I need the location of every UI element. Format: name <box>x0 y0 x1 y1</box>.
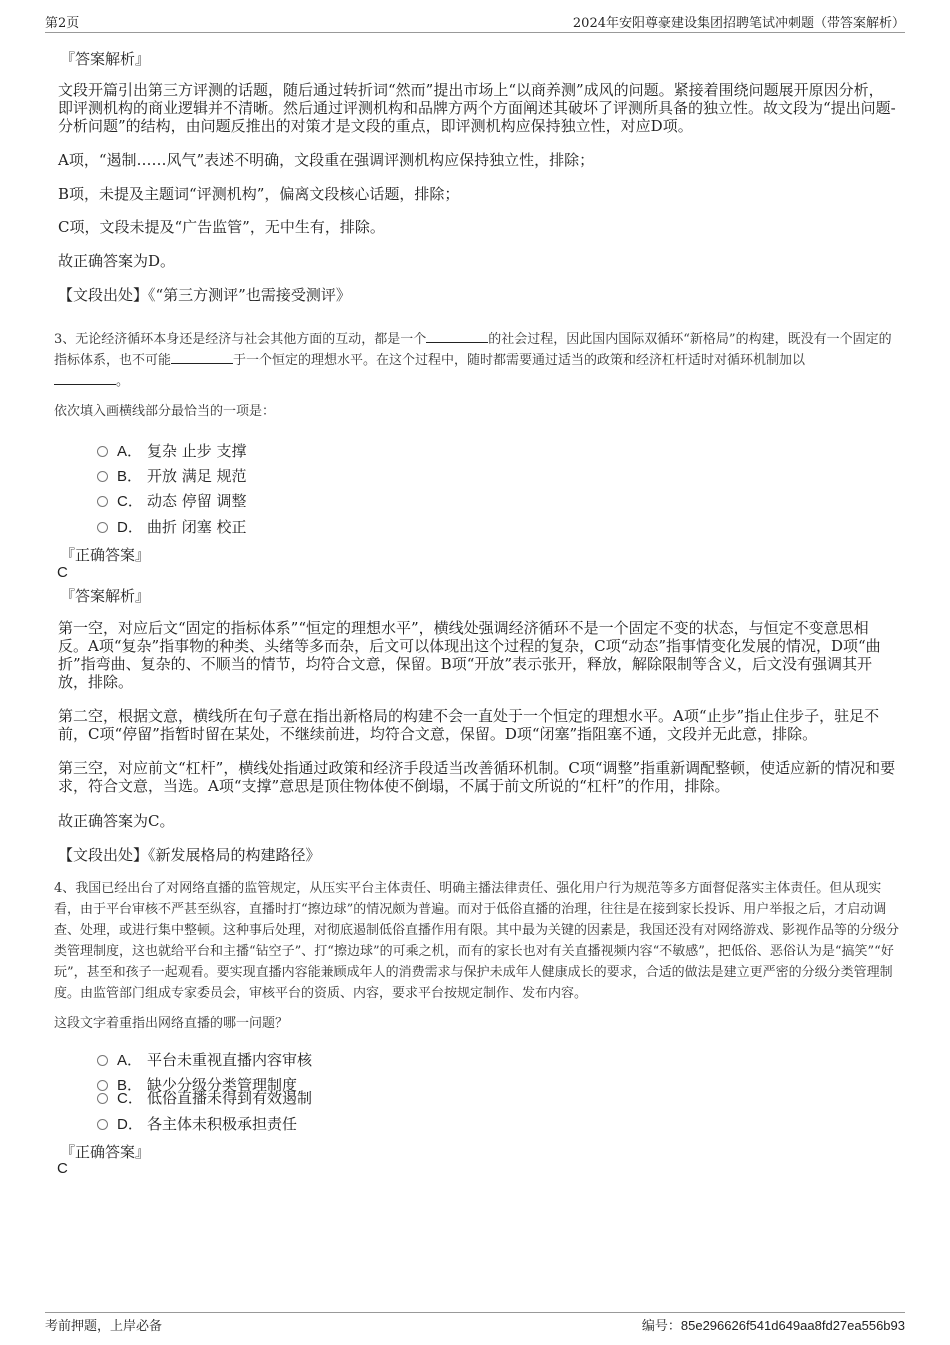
radio-icon[interactable] <box>97 446 108 457</box>
q4-option-d[interactable] <box>97 1113 297 1134</box>
option-key: C． <box>117 1090 143 1107</box>
q3-analysis-label: 『答案解析』 <box>60 587 151 605</box>
option-key: B． <box>117 1077 143 1094</box>
document-title: 2024年安阳尊豪建设集团招聘笔试冲刺题（带答案解析） <box>572 16 905 31</box>
q3-conclusion: 故正确答案为C。 <box>58 812 175 830</box>
q2-source: 【文段出处】《“第三方测评”也需接受测评》 <box>58 286 351 304</box>
footer-code-value: 85e296626f541d649aa8fd27ea556b93 <box>680 1318 905 1333</box>
q2-option-b-analysis: B项，未提及主题词“评测机构”，偏离文段核心话题，排除； <box>58 185 460 203</box>
q2-conclusion: 故正确答案为D。 <box>58 252 176 270</box>
option-text: 曲折 闭塞 校正 <box>147 518 247 536</box>
option-text: 动态 停留 调整 <box>147 492 247 510</box>
q4-stem: 4、我国已经出台了对网络直播的监管规定，从压实平台主体责任、明确主播法律责任、强化用户行为规范等多方面督促落实主体责任。但从现实看，由于平台审核不严甚至纵容，直播时打“擦边球”的情况颇为普遍。而对于低俗直播的治理，往往是在接到家长投诉、用户举报之后，才启动调查、处理，或进行集中整顿。这种事后处理，对彻底遏制低俗直播作用有限。其中最为关键的因素是，我国还没有对网络游戏、影视作品等的分级分类管理制度，这也就给平台和主播“钻空子”、打“擦边球”的可乘之机，而有的家长也对有关直播视频内容“不敏感”，把低俗、恶俗认为是“搞笑”“好玩”，甚至和孩子一起观看。要实现直播内容能兼顾成年人的消费需求与保护未成年人健康成长的要求，合适的做法是建立更严密的分级分类管理制度。由监管部门组成专家委员会，审核平台的资质、内容，要求平台按规定制作、发布内容。 <box>54 881 900 1001</box>
q3-option-a[interactable] <box>97 440 247 461</box>
q3-analysis-2: 第二空，根据文意，横线所在句子意在指出新格局的构建不会一直处于一个恒定的理想水平。A项“止步”指止住步子，驻足不前，C项“停留”指暂时留在某处，不继续前进，均符合文意，保留。D项“闭塞”指阻塞不通，文段并无此意，排除。 <box>58 707 880 743</box>
footer-code-label: 编号： <box>641 1319 681 1334</box>
q3-prompt: 依次填入画横线部分最恰当的一项是： <box>54 404 276 419</box>
footer-slogan: 考前押题，上岸必备 <box>45 1319 163 1334</box>
option-key: C． <box>117 493 143 510</box>
q3-blank-2 <box>171 351 233 364</box>
q3-blank-3 <box>54 372 116 385</box>
option-text: 开放 满足 规范 <box>147 467 247 485</box>
q4-option-c[interactable] <box>97 1087 312 1108</box>
q2-analysis-paragraph: 文段开篇引出第三方评测的话题，随后通过转折词“然而”提出市场上“以商养测”成风的问题。紧接着围绕问题展开原因分析，即评测机构的商业逻辑并不清晰。然后通过评测机构和品牌方两个方面阐述其破坏了评测所具备的独立性。故文段为“提出问题-分析问题”的结构，由问题反推出的对策才是文段的重点，即评测机构应保持独立性，对应D项。 <box>58 81 896 135</box>
q4-option-a[interactable] <box>97 1049 312 1070</box>
page-number: 第2页 <box>45 16 80 31</box>
q3-stem-part-c: 于一个恒定的理想水平。在这个过程中，随时都需要通过适当的政策和经济杠杆适时对循环机制加以 <box>233 353 806 368</box>
option-text: 缺少分级分类管理制度 <box>147 1076 298 1094</box>
q2-analysis-label: 『答案解析』 <box>60 50 151 68</box>
option-key: B． <box>117 468 143 485</box>
option-key: D． <box>117 1116 143 1133</box>
footer-code <box>642 1315 905 1334</box>
option-key: A． <box>117 443 143 460</box>
q3-stem <box>54 329 899 392</box>
q3-option-c[interactable] <box>97 490 247 511</box>
option-key: A． <box>117 1052 143 1069</box>
page-footer <box>45 1312 905 1335</box>
q3-source: 【文段出处】《新发展格局的构建路径》 <box>58 846 321 864</box>
radio-icon[interactable] <box>97 496 108 507</box>
q2-option-a-analysis: A项，“遏制……风气”表述不明确，文段重在强调评测机构应保持独立性，排除； <box>58 151 595 169</box>
page-header <box>45 12 905 33</box>
q2-option-c-analysis: C项，文段未提及“广告监管”，无中生有，排除。 <box>58 218 385 236</box>
radio-icon[interactable] <box>97 471 108 482</box>
q4-prompt: 这段文字着重指出网络直播的哪一问题？ <box>54 1016 289 1031</box>
option-text: 平台未重视直播内容审核 <box>147 1051 313 1069</box>
q3-blank-1 <box>426 330 488 343</box>
q3-option-d[interactable] <box>97 516 247 537</box>
q3-analysis-1: 第一空，对应后文“固定的指标体系”“恒定的理想水平”，横线处强调经济循环不是一个固定不变的状态，与恒定不变意思相反。A项“复杂”指事物的种类、头绪等多而杂，后文可以体现出这个过程的复杂，C项“动态”指事情变化发展的情况，D项“曲折”指弯曲、复杂的、不顺当的情节，均符合文意，保留。B项“开放”表示张开，释放，解除限制等含义，后文没有强调其开放，排除。 <box>58 619 881 691</box>
radio-icon[interactable] <box>97 1093 108 1104</box>
option-key: D． <box>117 519 143 536</box>
q3-correct-answer: C <box>57 564 68 581</box>
option-text: 各主体未积极承担责任 <box>147 1115 298 1133</box>
q3-stem-part-d: 。 <box>116 374 130 389</box>
q3-analysis-3: 第三空，对应前文“杠杆”，横线处指通过政策和经济手段适当改善循环机制。C项“调整”指重新调配整顿，使适应新的情况和要求，符合文意，当选。A项“支撑”意思是顶住物体使不倒塌，不属于前文所说的“杠杆”的作用，排除。 <box>58 759 896 795</box>
radio-icon[interactable] <box>97 522 108 533</box>
radio-icon[interactable] <box>97 1055 108 1066</box>
q3-option-b[interactable] <box>97 465 247 486</box>
q3-stem-part-b: 的社会过程，因此国内国际双循环“新格局”的构建，既没有一个固定的指标体系，也不可能 <box>54 332 892 368</box>
option-text: 复杂 止步 支撑 <box>147 442 247 460</box>
q4-correct-answer: C <box>57 1160 68 1177</box>
q3-stem-part-a: 3、无论经济循环本身还是经济与社会其他方面的互动，都是一个 <box>54 332 427 347</box>
q4-correct-label: 『正确答案』 <box>60 1143 151 1161</box>
radio-icon[interactable] <box>97 1119 108 1130</box>
option-text: 低俗直播未得到有效遏制 <box>147 1089 313 1107</box>
q3-correct-label: 『正确答案』 <box>60 546 151 564</box>
